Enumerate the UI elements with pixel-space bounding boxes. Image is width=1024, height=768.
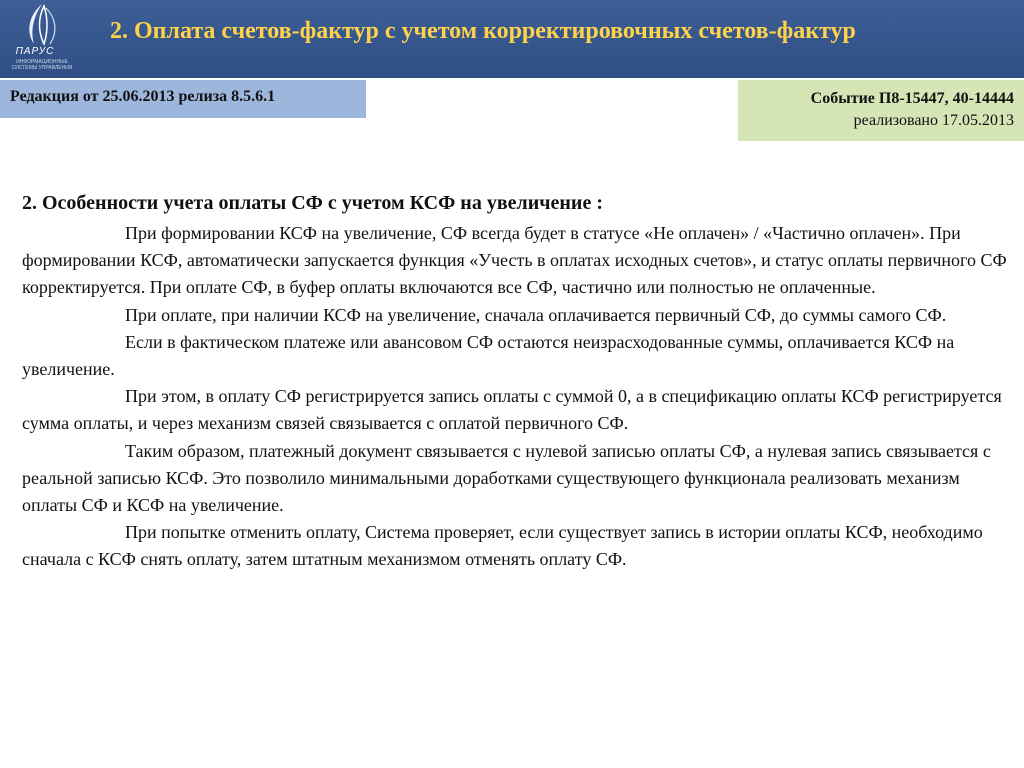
paragraph: При оплате, при наличии КСФ на увеличение, сначала оплачивается первичный СФ, до суммы самого СФ.: [125, 304, 947, 325]
parus-logo: [4, 2, 80, 74]
event-implemented-date: реализовано 17.05.2013: [853, 112, 1014, 129]
paragraph: При попытке отменить оплату, Система проверяет, если существует запись в истории оплаты КСФ, необходимо сначала с КСФ снять оплату, затем штатным механизмом отменять оплату СФ.: [22, 522, 983, 570]
paragraph: Если в фактическом платеже или авансовом СФ остаются неизрасходованные суммы, оплачивается КСФ на увеличение.: [22, 331, 955, 380]
redaction-label: Редакция от 25.06.2013 релиза 8.5.6.1: [0, 80, 366, 118]
parus-sail-icon: [4, 2, 80, 46]
section-heading: 2. Особенности учета оплаты СФ с учетом КСФ на увеличение :: [22, 192, 603, 214]
logo-subtext: ИНФОРМАЦИОННЫЕ СИСТЕМЫ УПРАВЛЕНИЯ: [11, 59, 73, 71]
event-box: [738, 80, 1024, 141]
paragraph: При формировании КСФ на увеличение, СФ всегда будет в статусе «Не оплачен» / «Частично оплачен». При формировании КСФ, автоматически запускается функция «Учесть в оплатах исходных счетов», и статус оплаты первичного СФ корректируется. При оплате СФ, в буфер оплаты включаются все СФ, частично или полностью не оплаченные.: [22, 223, 1007, 298]
slide-title: 2. Оплата счетов-фактур с учетом корректировочных счетов-фактур: [110, 18, 856, 44]
header-bar: [0, 0, 1024, 78]
logo-text: ПАРУС: [15, 46, 55, 57]
paragraph: При этом, в оплату СФ регистрируется запись оплаты с суммой 0, а в спецификацию оплаты КСФ регистрируется сумма оплаты, и через механизм связей связывается с оплатой первичного СФ.: [22, 386, 1002, 434]
event-title: Событие П8-15447, 40-14444: [810, 90, 1014, 107]
paragraph: Таким образом, платежный документ связывается с нулевой записью оплаты СФ, а нулевая запись связывается с реальной записью КСФ. Это позволило минимальными доработками существующего функционала реализовать механизм оплаты СФ и КСФ на увеличение.: [22, 440, 991, 516]
content-body: [22, 190, 1007, 574]
